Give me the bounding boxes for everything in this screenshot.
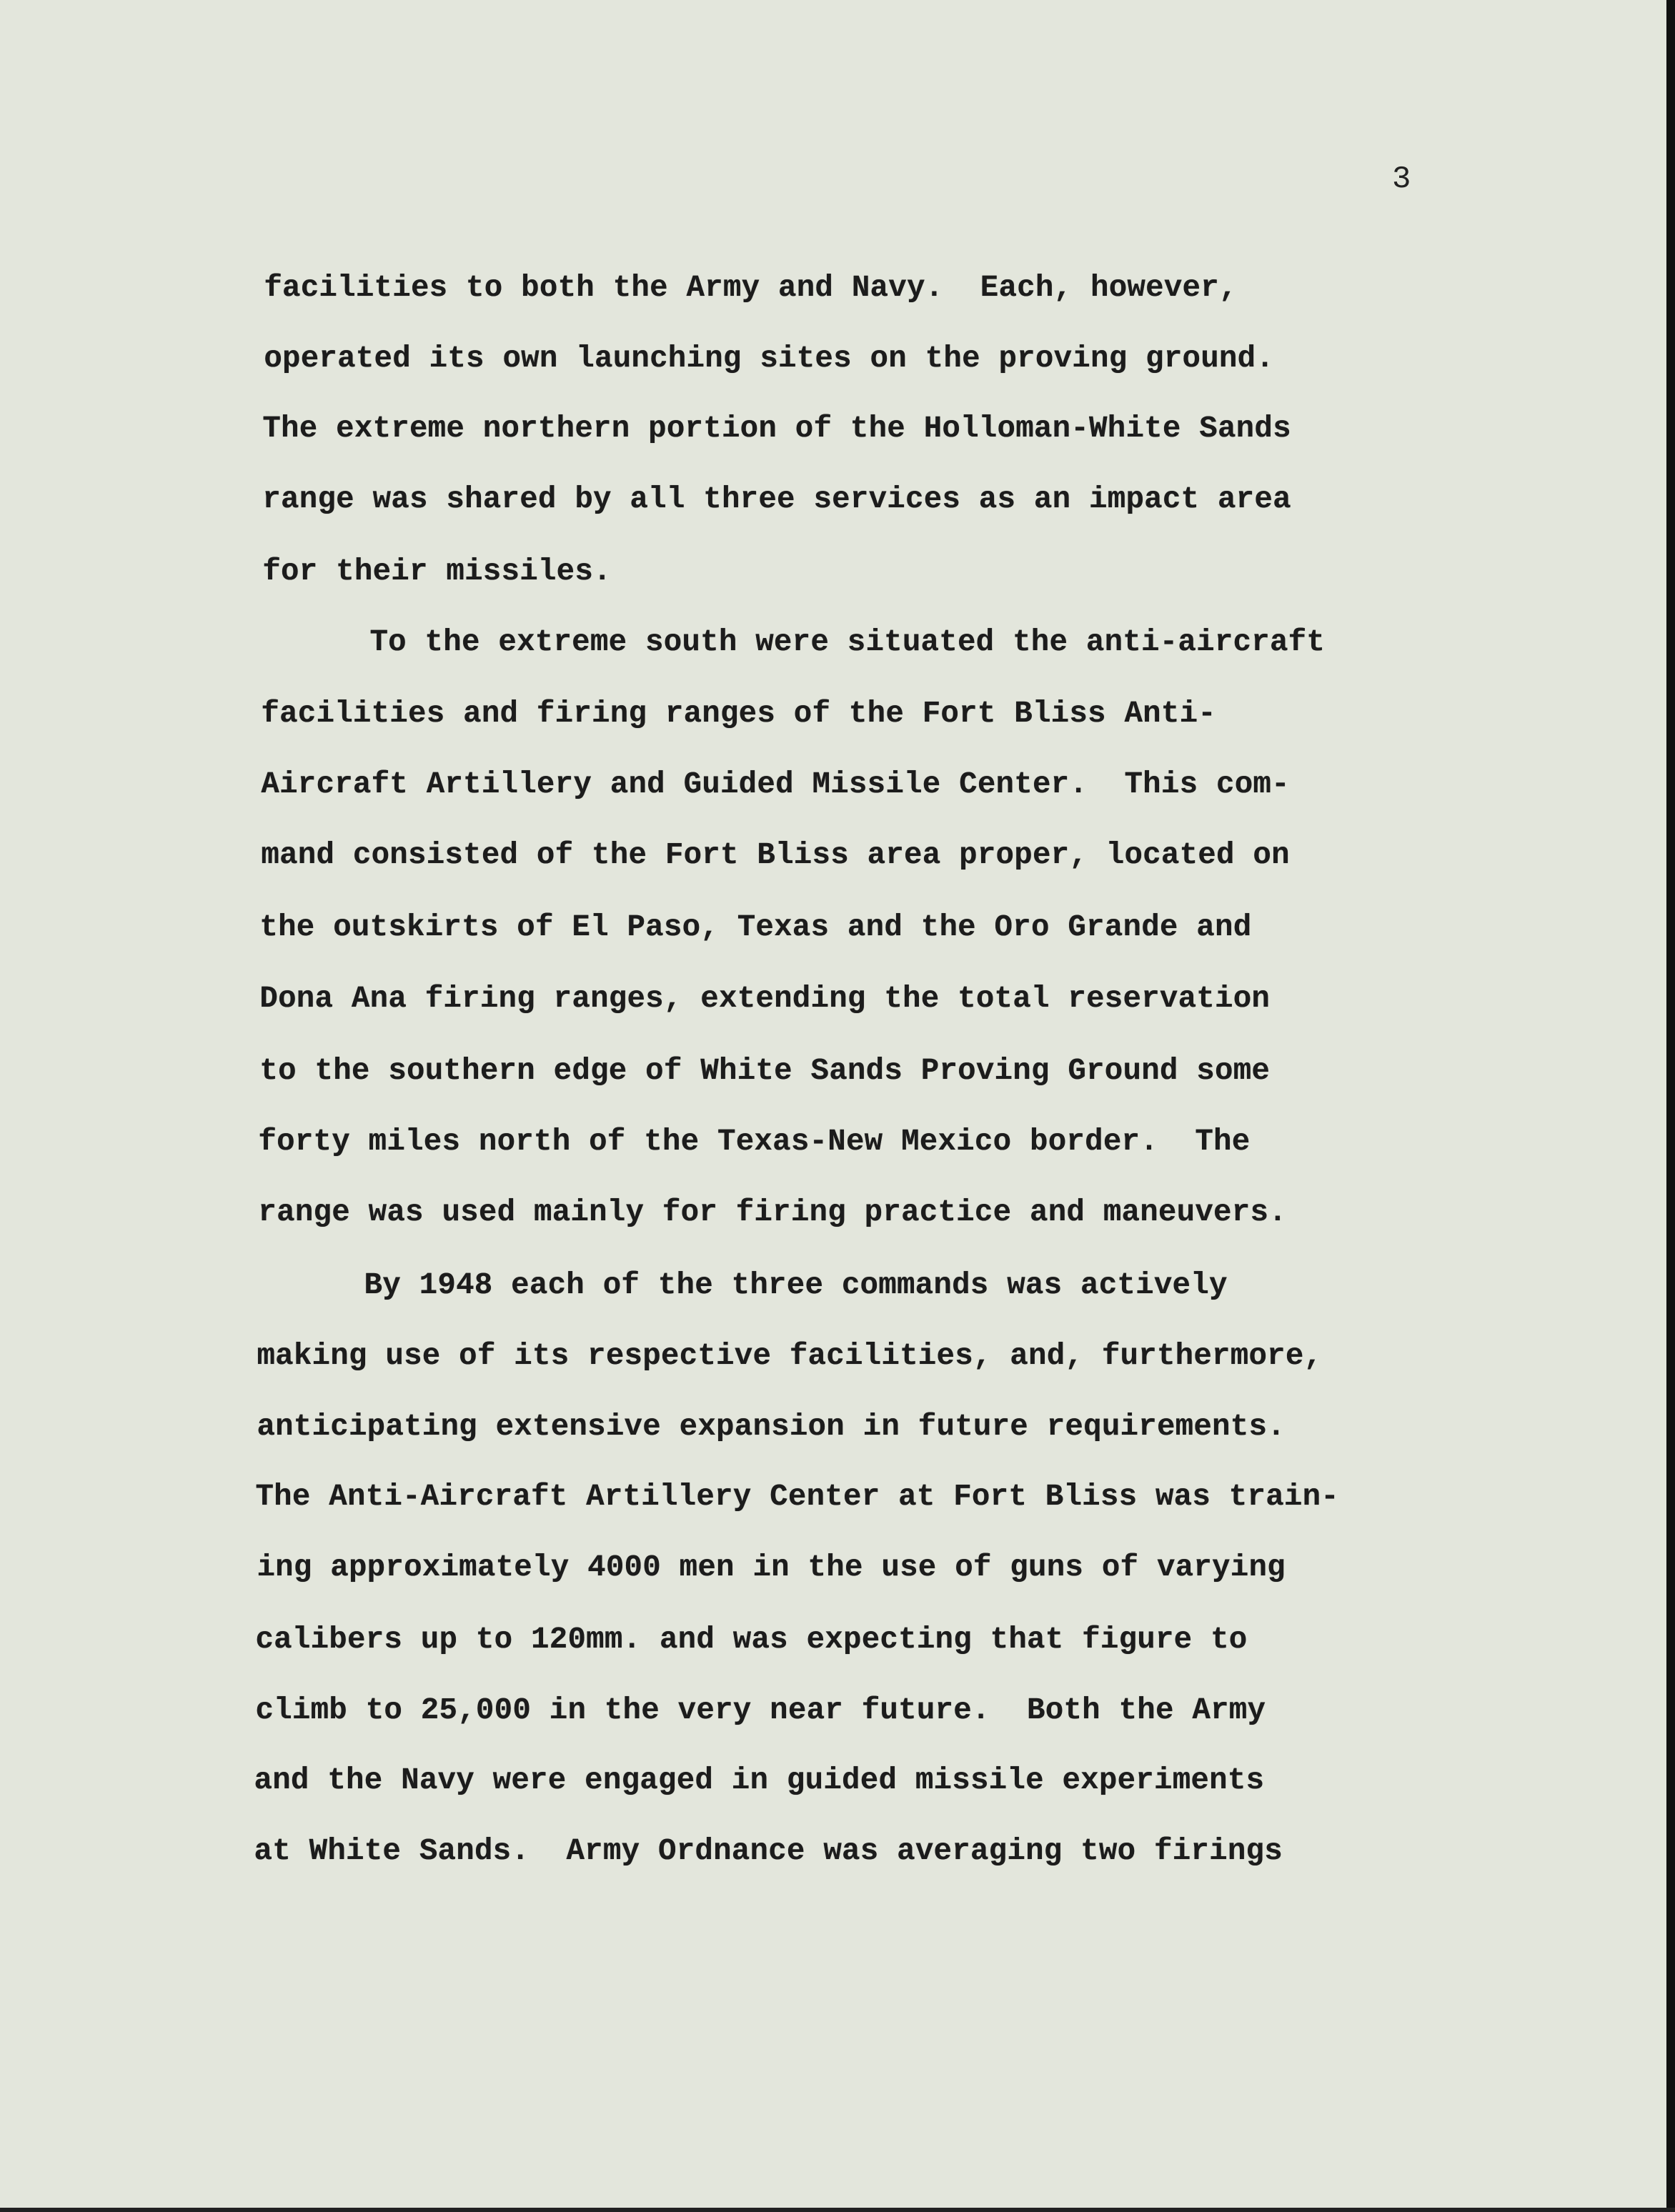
text-line: Dona Ana firing ranges, extending the total reservation: [259, 982, 1271, 1017]
text-line: The extreme northern portion of the Holloman-White Sands: [262, 412, 1291, 447]
text-line: forty miles north of the Texas-New Mexico border. The: [258, 1124, 1251, 1159]
text-line: The Anti-Aircraft Artillery Center at Fort Bliss was train-: [255, 1480, 1340, 1515]
text-line: To the extreme south were situated the anti-aircraft: [369, 624, 1326, 659]
text-line: facilities and firing ranges of the Fort Bliss Anti-: [261, 697, 1216, 732]
text-line: making use of its respective facilities, and, furthermore,: [257, 1338, 1323, 1373]
text-line: and the Navy were engaged in guided missile experiments: [254, 1763, 1265, 1798]
text-line: ing approximately 4000 men in the use of guns of varying: [257, 1550, 1286, 1585]
text-line: anticipating extensive expansion in future requirements.: [257, 1409, 1286, 1444]
text-line: By 1948 each of the three commands was actively: [364, 1268, 1228, 1303]
text-line: operated its own launching sites on the proving ground.: [264, 341, 1275, 376]
scan-edge-right: [1666, 0, 1675, 2212]
text-line: to the southern edge of White Sands Proving Ground some: [259, 1054, 1271, 1088]
scan-edge-bottom: [0, 2208, 1675, 2212]
text-line: range was shared by all three services as an impact area: [262, 482, 1291, 517]
page-number: 3: [1392, 161, 1411, 197]
text-line: calibers up to 120mm. and was expecting that figure to: [255, 1622, 1248, 1657]
text-line: facilities to both the Army and Navy. Each, however,: [264, 270, 1238, 305]
text-line: range was used mainly for firing practice and maneuvers.: [258, 1195, 1287, 1230]
text-line: Aircraft Artillery and Guided Missile Center. This com-: [261, 767, 1290, 802]
text-line: at White Sands. Army Ordnance was averaging two firings: [254, 1834, 1283, 1869]
text-line: for their missiles.: [262, 554, 612, 589]
text-line: climb to 25,000 in the very near future. Both the Army: [255, 1693, 1266, 1728]
text-line: mand consisted of the Fort Bliss area proper, located on: [261, 837, 1290, 872]
text-line: the outskirts of El Paso, Texas and the Oro Grande and: [259, 910, 1252, 945]
